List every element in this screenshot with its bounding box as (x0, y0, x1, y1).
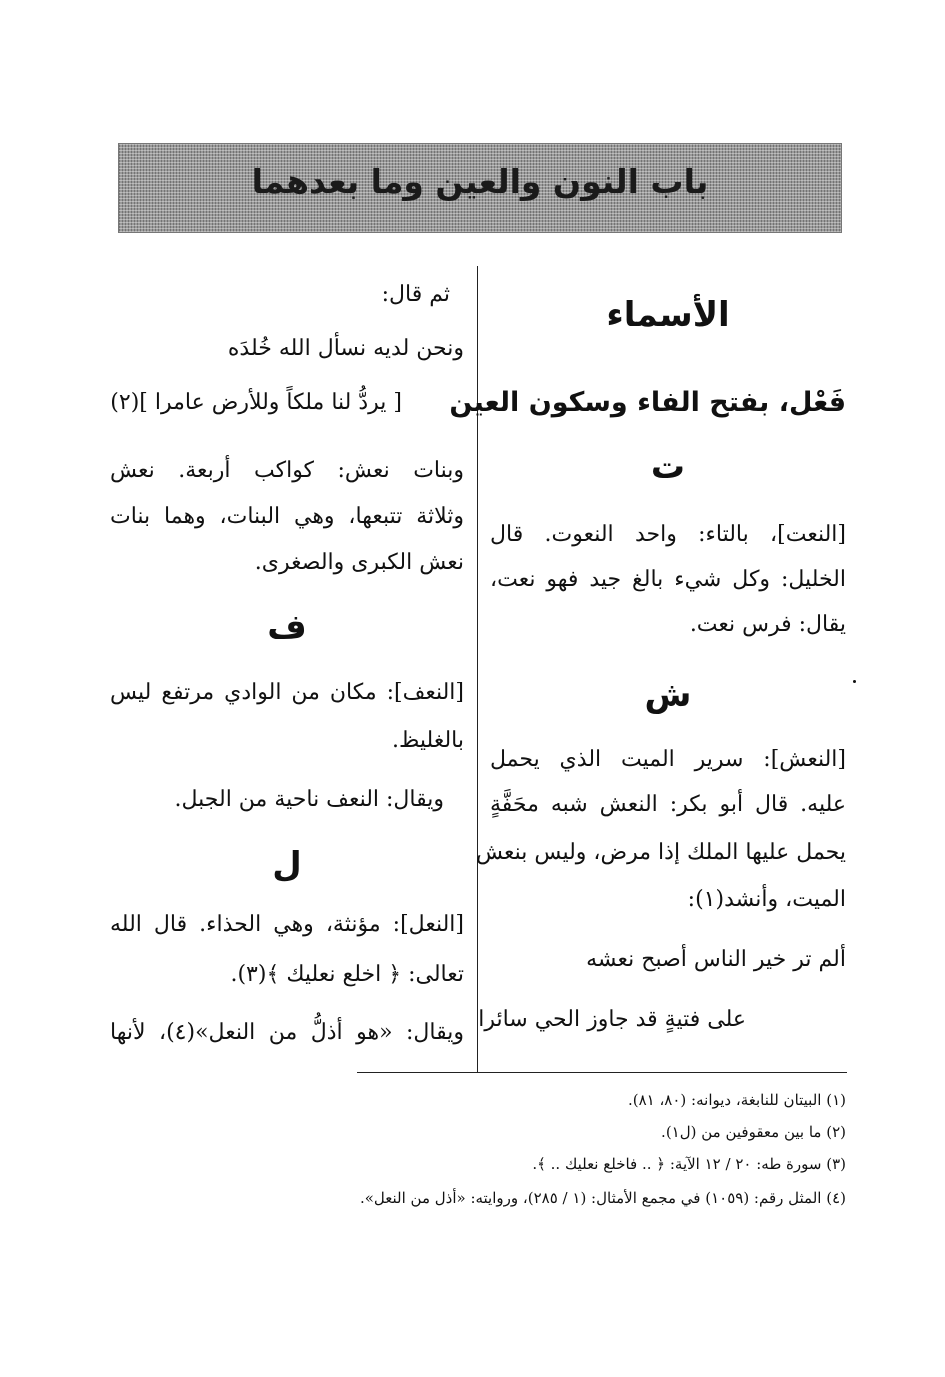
entry-line: [النعف]: مكان من الوادي مرتفع ليس (110, 680, 464, 705)
entry-line: الميت، وأنشد(١): (687, 887, 846, 912)
footnote: (٢) ما بين معقوفين من (ل١). (661, 1123, 846, 1141)
entry-line: وثلاثة تتبعها، وهي البنات، وهما بنات (110, 504, 464, 529)
footnote: (٤) المثل رقم: (١٠٥٩) في مجمع الأمثال: (١ / ٢٨٥)، وروايته: «أذل من النعل». (359, 1189, 846, 1207)
entry-line: الخليل: وكل شيء بالغ جيد فهو نعت، (490, 567, 846, 592)
verse-line: على فتيةٍ قد جاوز الحي سائرا (478, 1007, 746, 1032)
section-heading: الأسماء (606, 295, 730, 335)
footnote: (١) البيتان للنابغة، ديوانه: (٨٠، ٨١). (627, 1091, 846, 1109)
entry-line: بالغليظ. (392, 728, 464, 753)
footnote-rule (357, 1072, 847, 1073)
entry-line: نعش الكبرى والصغرى. (254, 550, 464, 575)
letter-heading-sh: ش (644, 675, 692, 715)
entry-line: [النعش]: سرير الميت الذي يحمل (490, 747, 846, 772)
entry-line: يقال: فرس نعت. (689, 612, 846, 637)
entry-line: يحمل عليها الملك إذا مرض، وليس بنعش (476, 840, 846, 865)
entry-line: وبنات نعش: كواكب أربعة. نعش (110, 458, 464, 483)
entry-line: ويقال: النعف ناحية من الجبل. (174, 787, 444, 812)
verse-line: ألم تر خير الناس أصبح نعشه (586, 947, 846, 972)
entry-line: [النعت]، بالتاء: واحد النعوت. قال (490, 522, 846, 547)
entry-line: ويقال: «هو أذلُّ من النعل»(٤)، لأنها (110, 1020, 464, 1045)
entry-line: ثم قال: (381, 282, 450, 307)
letter-heading-l: ل (272, 845, 302, 885)
verse-line: [ يردُّ لنا ملكاً وللأرض عامرا ](٢) (110, 390, 402, 415)
verse-line: ونحن لديه نسأل الله خُلدَه (227, 336, 464, 361)
entry-line: عليه. قال أبو بكر: النعش شبه محَفَّةٍ (490, 792, 846, 817)
entry-line: [النعل]: مؤنثة، وهي الحذاء. قال الله (110, 912, 464, 937)
margin-dot (853, 680, 856, 683)
chapter-title: باب النون والعين وما بعدهما (251, 162, 709, 201)
entry-line: تعالى: ﴿ اخلع نعليك ﴾(٣). (230, 962, 464, 987)
letter-heading-f: ف (267, 607, 307, 647)
letter-heading-t: ت (650, 447, 686, 487)
footnote: (٣) سورة طه: ٢٠ / ١٢ الآية: ﴿ .. فاخلع نعليك .. ﴾. (532, 1155, 846, 1173)
chapter-banner (118, 143, 842, 233)
pattern-heading: فَعْل، بفتح الفاء وسكون العين (449, 387, 846, 418)
